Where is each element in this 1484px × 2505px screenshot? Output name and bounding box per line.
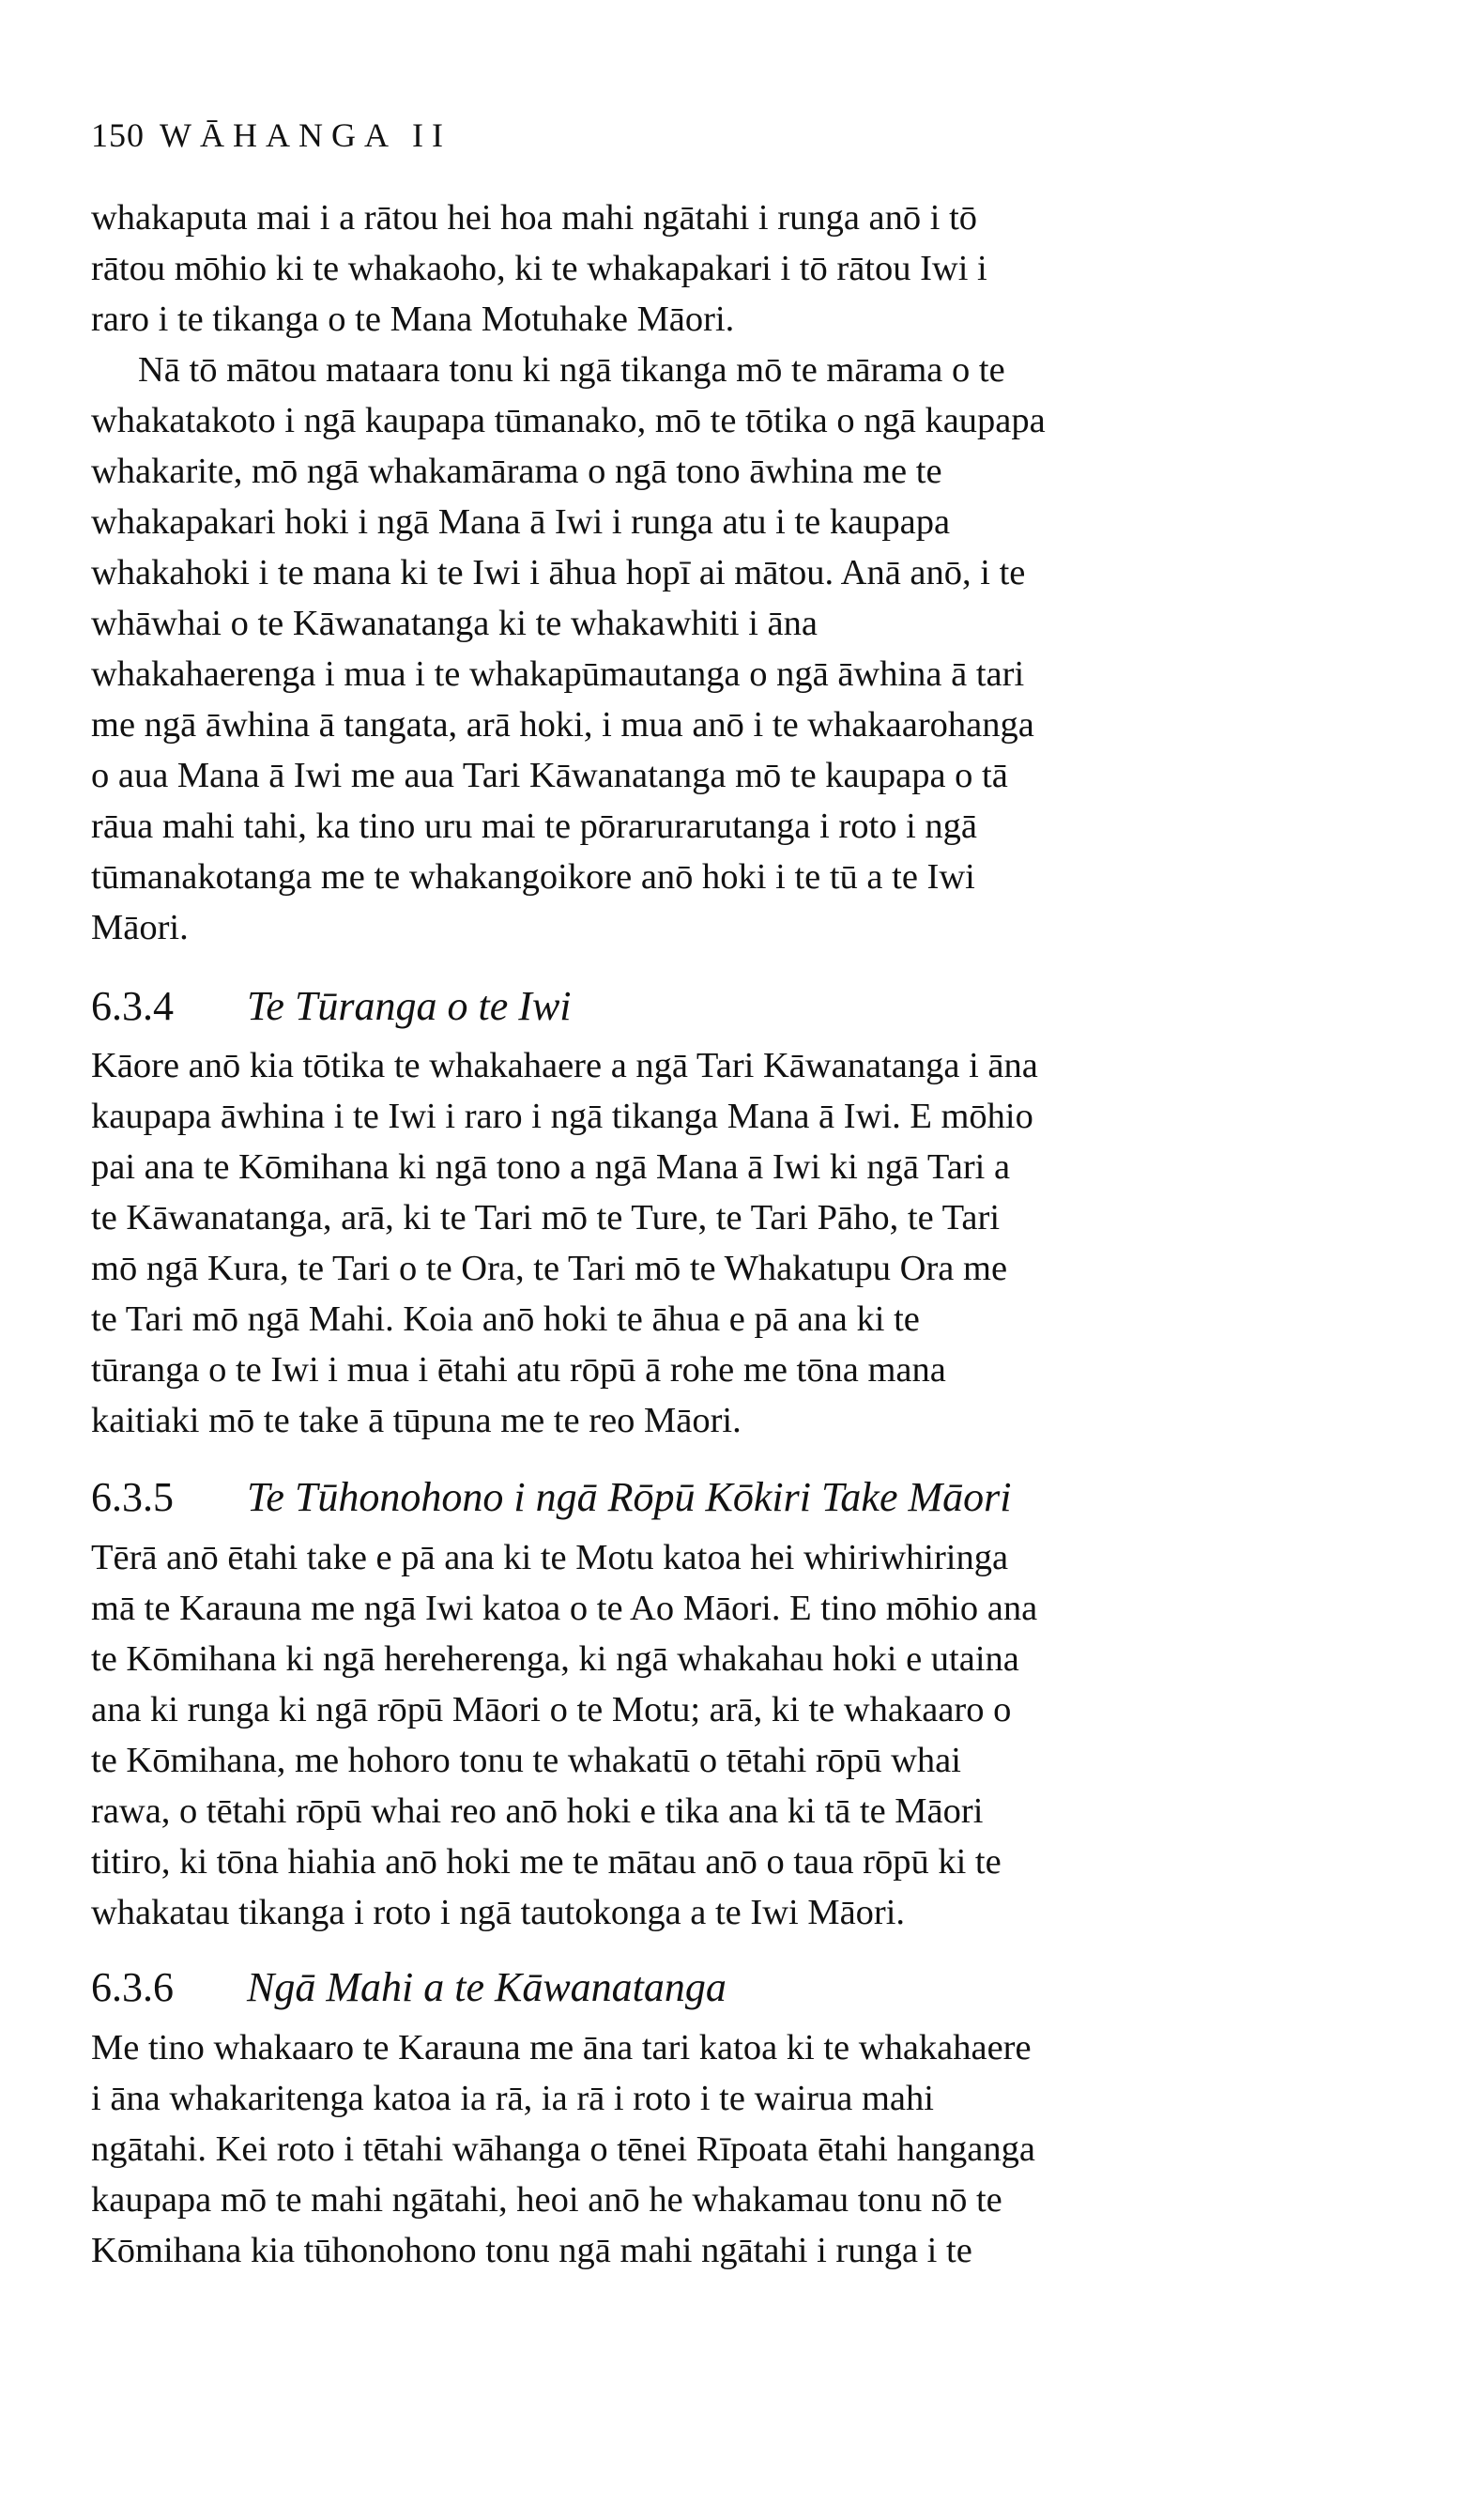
section-number: 6.3.6 bbox=[91, 1964, 174, 2010]
text-line: Me tino whakaaro te Karauna me āna tari katoa ki te whakahaere bbox=[91, 2028, 1032, 2067]
text-line: me ngā āwhina ā tangata, arā hoki, i mua anō i te whakaarohanga bbox=[91, 705, 1034, 745]
text-line: whakahoki i te mana ki te Iwi i āhua hopī ai mātou. Anā anō, i te bbox=[91, 553, 1026, 592]
text-line: te Tari mō ngā Mahi. Koia anō hoki te āhua e pā ana ki te bbox=[91, 1299, 920, 1339]
text-line: Kōmihana kia tūhonohono tonu ngā mahi ngātahi i runga i te bbox=[91, 2231, 972, 2270]
text-line: i āna whakaritenga katoa ia rā, ia rā i roto i te wairua mahi bbox=[91, 2079, 934, 2118]
section-title: Te Tūhonohono i ngā Rōpū Kōkiri Take Māori bbox=[247, 1474, 1012, 1520]
section-number: 6.3.5 bbox=[91, 1474, 174, 1520]
text-line: te Kōmihana ki ngā hereherenga, ki ngā whakahau hoki e utaina bbox=[91, 1639, 1019, 1679]
section-heading bbox=[91, 1472, 1011, 1523]
text-line: whakarite, mō ngā whakamārama o ngā tono āwhina me te bbox=[91, 452, 942, 491]
text-line: o aua Mana ā Iwi me aua Tari Kāwanatanga mō te kaupapa o tā bbox=[91, 756, 1008, 795]
text-line: whakatau tikanga i roto i ngā tautokonga a te Iwi Māori. bbox=[91, 1893, 906, 1932]
text-line: tūmanakotanga me te whakangoikore anō hoki i te tū a te Iwi bbox=[91, 857, 975, 897]
text-line: pai ana te Kōmihana ki ngā tono a ngā Mana ā Iwi ki ngā Tari a bbox=[91, 1147, 1011, 1187]
text-line: whakapakari hoki i ngā Mana ā Iwi i runga atu i te kaupapa bbox=[91, 502, 951, 542]
text-line: mō ngā Kura, te Tari o te Ora, te Tari mō te Whakatupu Ora me bbox=[91, 1249, 1008, 1288]
text-line: Nā tō mātou mataara tonu ki ngā tikanga mō te mārama o te bbox=[138, 350, 1005, 390]
text-line: rawa, o tētahi rōpū whai reo anō hoki e tika ana ki tā te Māori bbox=[91, 1791, 984, 1831]
text-line: titiro, ki tōna hiahia anō hoki me te mātau anō o taua rōpū ki te bbox=[91, 1842, 1002, 1882]
text-line: rātou mōhio ki te whakaoho, ki te whakapakari i tō rātou Iwi i bbox=[91, 249, 987, 288]
text-line: whakaputa mai i a rātou hei hoa mahi ngātahi i runga anō i tō bbox=[91, 198, 978, 238]
text-line: whāwhai o te Kāwanatanga ki te whakawhiti i āna bbox=[91, 604, 818, 643]
text-line: Tērā anō ētahi take e pā ana ki te Motu katoa hei whiriwhiringa bbox=[91, 1538, 1009, 1577]
page-header bbox=[91, 115, 451, 156]
text-line: Kāore anō kia tōtika te whakahaere a ngā Tari Kāwanatanga i āna bbox=[91, 1046, 1038, 1085]
text-line: rāua mahi tahi, ka tino uru mai te pōrarurarutanga i roto i ngā bbox=[91, 807, 977, 846]
text-line: ngātahi. Kei roto i tētahi wāhanga o tēnei Rīpoata ētahi hanganga bbox=[91, 2129, 1035, 2169]
section-title: Ngā Mahi a te Kāwanatanga bbox=[247, 1964, 727, 2010]
section-number: 6.3.4 bbox=[91, 983, 174, 1029]
section-title: Te Tūranga o te Iwi bbox=[247, 983, 572, 1029]
text-line: raro i te tikanga o te Mana Motuhake Māori. bbox=[91, 300, 735, 339]
text-line: te Kōmihana, me hohoro tonu te whakatū o tētahi rōpū whai bbox=[91, 1741, 961, 1780]
text-line: tūranga o te Iwi i mua i ētahi atu rōpū ā rohe me tōna mana bbox=[91, 1350, 946, 1390]
text-line: whakahaerenga i mua i te whakapūmautanga o ngā āwhina ā tari bbox=[91, 654, 1025, 694]
text-line: kaitiaki mō te take ā tūpuna me te reo Māori. bbox=[91, 1401, 742, 1440]
page-number: 150 bbox=[91, 116, 145, 154]
text-line: mā te Karauna me ngā Iwi katoa o te Ao Māori. E tino mōhio ana bbox=[91, 1589, 1038, 1628]
text-line: kaupapa mō te mahi ngātahi, heoi anō he whakamau tonu nō te bbox=[91, 2180, 1002, 2220]
section-heading bbox=[91, 981, 572, 1032]
text-line: whakatakoto i ngā kaupapa tūmanako, mō te tōtika o ngā kaupapa bbox=[91, 401, 1046, 440]
section-heading bbox=[91, 1962, 727, 2013]
text-line: kaupapa āwhina i te Iwi i raro i ngā tikanga Mana ā Iwi. E mōhio bbox=[91, 1097, 1033, 1136]
text-line: te Kāwanatanga, arā, ki te Tari mō te Ture, te Tari Pāho, te Tari bbox=[91, 1198, 1001, 1237]
text-line: Māori. bbox=[91, 908, 189, 947]
text-line: ana ki runga ki ngā rōpū Māori o te Motu; arā, ki te whakaaro o bbox=[91, 1690, 1012, 1729]
running-title: WĀHANGA II bbox=[160, 116, 451, 154]
